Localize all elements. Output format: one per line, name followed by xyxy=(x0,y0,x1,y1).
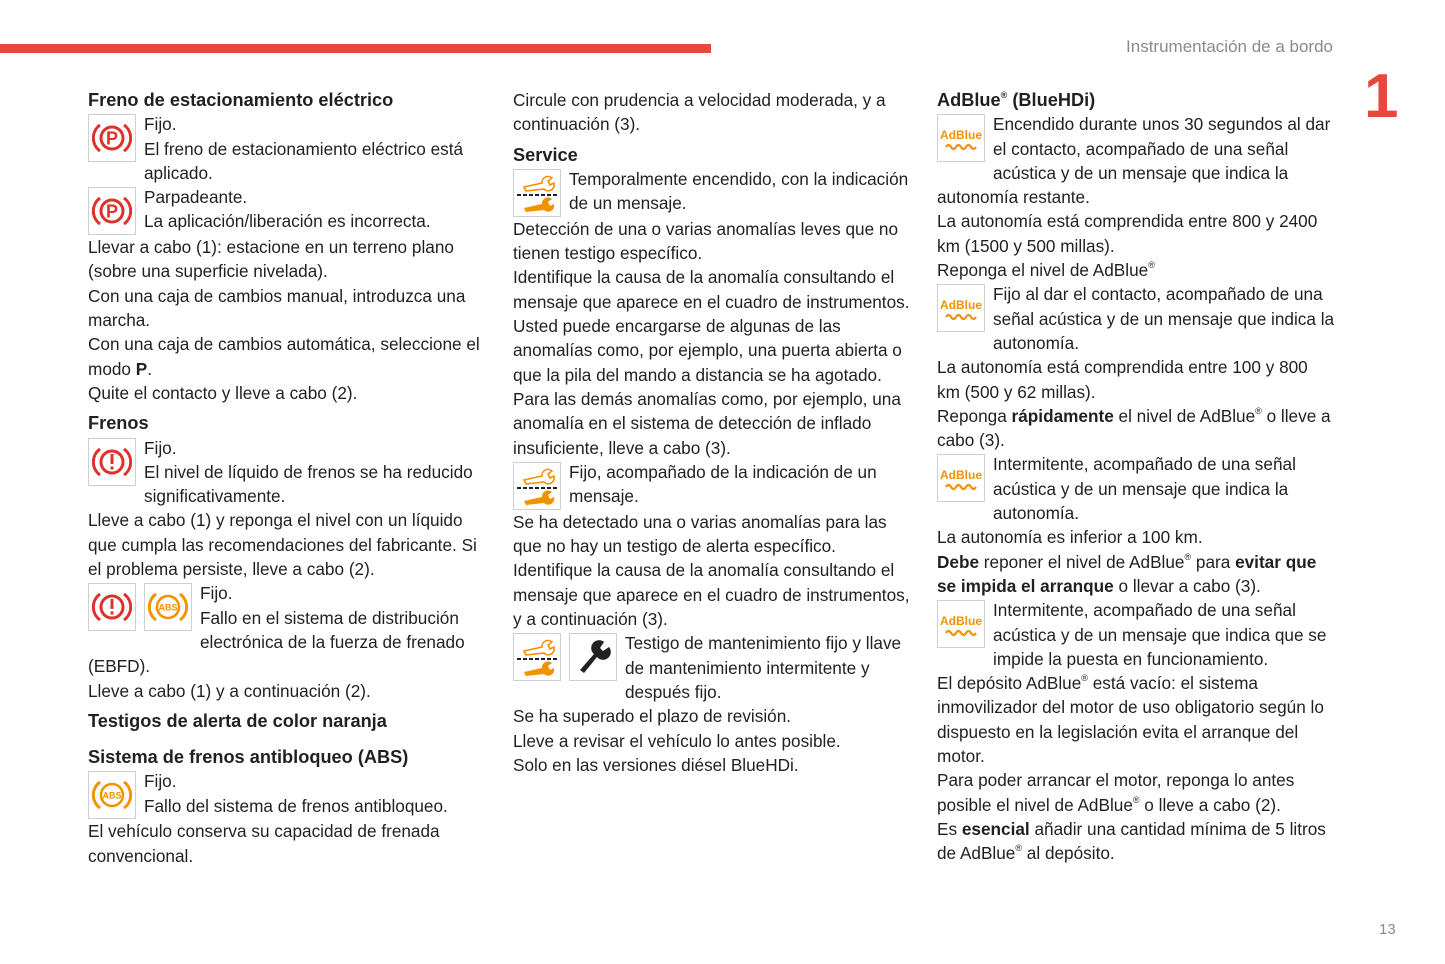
paragraph xyxy=(513,88,913,137)
text-run: Circule con prudencia a velocidad moderada, y a continuación (3). xyxy=(513,90,886,135)
paragraph xyxy=(88,332,488,381)
text-run: Lleve a cabo (1) y a continuación (2). xyxy=(88,680,371,701)
paragraph xyxy=(513,314,913,387)
paragraph xyxy=(937,209,1335,258)
svg-text:ABS: ABS xyxy=(158,602,178,613)
paragraph xyxy=(513,167,913,216)
text-run: Es xyxy=(937,818,962,839)
paragraph xyxy=(937,525,1335,549)
text-run: Encendido durante unos 30 segundos al dar el contacto, acompañado de una señal acústica y de un mensaje que indica la autonomía restante. xyxy=(937,114,1331,208)
text-run: para xyxy=(1191,551,1236,572)
bold-text: evitar que se impida el arranque xyxy=(937,551,1317,596)
text-run: Con una caja de cambios manual, introduzca una marcha. xyxy=(88,285,466,331)
text-run: o lleve a cabo (2). xyxy=(1139,794,1281,815)
text-run: está vacío: el sistema inmovilizador del motor de uso obligatorio según lo dispuesto en la legislación evita el arranque del motor. xyxy=(937,673,1324,767)
registered-mark: ® xyxy=(1255,405,1262,416)
paragraph xyxy=(937,404,1335,453)
warning-light-entry xyxy=(937,112,1335,209)
section-heading: Testigos de alerta de color naranja xyxy=(88,710,387,731)
abs-icon xyxy=(144,583,192,631)
service-icon xyxy=(513,462,561,510)
text-run: Para las demás anomalías como, por ejemplo, una anomalía en el sistema de detección de inflado insuficiente, lleve a cabo (3). xyxy=(513,388,901,458)
bold-text: esencial xyxy=(961,818,1030,839)
text-run: o lleve a cabo (3). xyxy=(937,405,1331,451)
text-run: Con una caja de cambios automática, seleccione el modo xyxy=(88,334,480,379)
column-1 xyxy=(88,88,488,868)
paragraph xyxy=(88,819,488,868)
warning-light-entry xyxy=(937,452,1335,525)
service-icon xyxy=(513,633,561,681)
text-run: Lleve a cabo (1) y reponga el nivel con un líquido que cumpla las recomendaciones del fabricante. Si el problema persiste, lleve a cabo (2). xyxy=(88,510,477,580)
paragraph xyxy=(937,817,1335,866)
text-run: reponer el nivel de AdBlue xyxy=(979,551,1185,572)
bold-text: rápidamente xyxy=(1011,405,1114,426)
warning-light-entry xyxy=(88,436,488,509)
adblue-icon xyxy=(937,284,985,332)
text-run: Fijo. xyxy=(200,583,233,604)
text-run: Reponga xyxy=(937,405,1012,426)
column-2 xyxy=(513,88,913,777)
text-run: Fijo. xyxy=(144,771,177,792)
brake-warning-icon xyxy=(88,438,136,486)
paragraph xyxy=(88,137,488,186)
paragraph xyxy=(513,217,913,266)
text-run: Testigo de mantenimiento fijo y llave de mantenimiento intermitente y después fijo. xyxy=(625,633,902,702)
text-run: Identifique la causa de la anomalía consultando el mensaje que aparece en el cuadro de instrumentos, y a continuación (3). xyxy=(513,560,910,630)
text-run: Para poder arrancar el motor, reponga lo antes posible el nivel de AdBlue xyxy=(937,770,1295,815)
paragraph xyxy=(937,355,1335,404)
text-run: añadir una cantidad mínima de 5 litros de AdBlue xyxy=(937,818,1326,864)
text-run: Llevar a cabo (1): estacione en un terreno plano (sobre una superficie nivelada). xyxy=(88,237,454,282)
text-run: El freno de estacionamiento eléctrico está aplicado. xyxy=(144,138,464,183)
text-run: Parpadeante. xyxy=(144,187,248,208)
registered-mark: ® xyxy=(1081,673,1088,684)
registered-mark: ® xyxy=(1015,843,1023,854)
page-number: 13 xyxy=(1379,921,1396,938)
text-run: o llevar a cabo (3). xyxy=(1113,575,1261,596)
paragraph xyxy=(513,558,913,631)
text-run: La autonomía es inferior a 100 km. xyxy=(937,527,1203,548)
wrench-icon xyxy=(569,633,617,681)
paragraph xyxy=(88,235,488,284)
adblue-icon xyxy=(937,600,985,648)
text-run: AdBlue xyxy=(937,90,1001,110)
registered-mark: ® xyxy=(1148,260,1155,271)
text-run: La autonomía está comprendida entre 100 y 800 km (500 y 62 millas). xyxy=(937,357,1308,402)
text-run: Lleve a revisar el vehículo lo antes posible. xyxy=(513,730,841,751)
paragraph xyxy=(937,112,1335,209)
text-run: El nivel de líquido de frenos se ha reducido significativamente. xyxy=(144,461,473,507)
parking-brake-icon xyxy=(88,114,136,162)
paragraph xyxy=(88,769,488,793)
registered-mark: ® xyxy=(1000,90,1008,100)
paragraph xyxy=(513,704,913,728)
adblue-icon xyxy=(937,454,985,502)
chapter-number: 1 xyxy=(1364,62,1399,131)
text-run: Fallo en el sistema de distribución electrónica de la fuerza de frenado (EBFD). xyxy=(88,607,465,677)
text-run: El vehículo conserva su capacidad de frenada convencional. xyxy=(88,821,440,866)
column-3 xyxy=(937,88,1335,866)
svg-text:AdBlue: AdBlue xyxy=(940,468,982,483)
warning-light-entry xyxy=(88,581,488,678)
text-run: Quite el contacto y lleve a cabo (2). xyxy=(88,382,358,403)
paragraph xyxy=(88,794,488,818)
section-title: Instrumentación de a bordo xyxy=(1126,37,1333,56)
text-run: La autonomía está comprendida entre 800 y 2400 km (1500 y 500 millas). xyxy=(937,211,1318,256)
service-icon xyxy=(513,169,561,217)
warning-light-entry xyxy=(88,769,488,819)
text-run: Se ha detectado una o varias anomalías para las que no hay un testigo de alerta específico. xyxy=(513,511,887,557)
paragraph xyxy=(513,510,913,559)
warning-light-entry xyxy=(88,185,488,235)
svg-text:ABS: ABS xyxy=(102,790,122,801)
paragraph xyxy=(88,679,488,703)
adblue-icon xyxy=(937,114,985,162)
paragraph xyxy=(88,436,488,460)
section-heading: Sistema de frenos antibloqueo (ABS) xyxy=(88,747,409,768)
bold-text: P xyxy=(135,358,148,379)
paragraph xyxy=(937,258,1335,282)
warning-light-entry xyxy=(513,631,913,704)
paragraph xyxy=(88,381,488,405)
bold-text: Debe xyxy=(937,551,980,572)
paragraph xyxy=(513,387,913,460)
paragraph xyxy=(88,112,488,136)
paragraph xyxy=(513,753,913,777)
paragraph xyxy=(88,185,488,209)
text-run: Solo en las versiones diésel BlueHDi. xyxy=(513,754,799,775)
warning-light-entry xyxy=(513,460,913,510)
text-run: Detección de una o varias anomalías leves que no tienen testigo específico. xyxy=(513,218,899,264)
warning-light-entry xyxy=(937,282,1335,355)
text-run: Fijo. xyxy=(144,114,177,135)
text-run: La aplicación/liberación es incorrecta. xyxy=(144,211,431,232)
paragraph xyxy=(513,265,913,314)
text-run: Fijo. xyxy=(144,437,177,458)
header-accent-bar xyxy=(0,44,711,53)
text-run: Reponga el nivel de AdBlue xyxy=(937,260,1149,281)
warning-light-entry xyxy=(937,598,1335,671)
text-run: Fijo, acompañado de la indicación de un mensaje. xyxy=(569,461,877,507)
section-heading: Freno de estacionamiento eléctrico xyxy=(88,90,394,110)
paragraph xyxy=(937,550,1335,599)
svg-text:AdBlue: AdBlue xyxy=(940,128,982,143)
section-heading: Frenos xyxy=(88,413,149,434)
parking-brake-icon xyxy=(88,187,136,235)
text-run: al depósito. xyxy=(1022,843,1115,864)
text-run: el nivel de AdBlue xyxy=(1113,405,1256,426)
paragraph xyxy=(88,209,488,233)
text-run: El depósito AdBlue xyxy=(937,673,1082,694)
paragraph xyxy=(88,508,488,581)
registered-mark: ® xyxy=(1132,794,1140,805)
svg-text:AdBlue: AdBlue xyxy=(940,614,982,629)
text-run: Fallo del sistema de frenos antibloqueo. xyxy=(144,795,448,816)
warning-light-entry xyxy=(88,112,488,185)
svg-text:AdBlue: AdBlue xyxy=(940,298,982,313)
text-run: (BlueHDi) xyxy=(1007,90,1096,110)
abs-icon xyxy=(88,771,136,819)
paragraph xyxy=(513,460,913,509)
section-heading: Service xyxy=(513,144,578,165)
text-run: Se ha superado el plazo de revisión. xyxy=(513,706,792,727)
warning-light-entry xyxy=(513,167,913,217)
paragraph xyxy=(513,729,913,753)
paragraph xyxy=(937,671,1335,768)
brake-warning-icon xyxy=(88,583,136,631)
text-run: Intermitente, acompañado de una señal acústica y de un mensaje que indica la autonomía. xyxy=(993,454,1296,524)
text-run: Intermitente, acompañado de una señal acústica y de un mensaje que indica que se impide la puesta en funcionamiento. xyxy=(993,600,1327,669)
paragraph xyxy=(937,598,1335,671)
text-run: Temporalmente encendido, con la indicación de un mensaje. xyxy=(569,168,909,214)
text-run: Identifique la causa de la anomalía consultando el mensaje que aparece en el cuadro de instrumentos. xyxy=(513,267,910,312)
paragraph xyxy=(88,284,488,333)
paragraph xyxy=(937,768,1335,817)
text-run: Usted puede encargarse de algunas de las anomalías como, por ejemplo, una puerta abierta o que la pila del mando a distancia se ha agotado. xyxy=(513,316,902,385)
text-run: Fijo al dar el contacto, acompañado de una señal acústica y de un mensaje que indica la autonomía. xyxy=(993,284,1335,353)
section-heading xyxy=(937,88,1335,112)
svg-text:P: P xyxy=(105,201,119,222)
paragraph xyxy=(88,460,488,509)
paragraph xyxy=(937,282,1335,355)
registered-mark: ® xyxy=(1184,551,1192,562)
paragraph xyxy=(937,452,1335,525)
svg-text:P: P xyxy=(105,128,119,149)
text-run: . xyxy=(147,358,153,379)
